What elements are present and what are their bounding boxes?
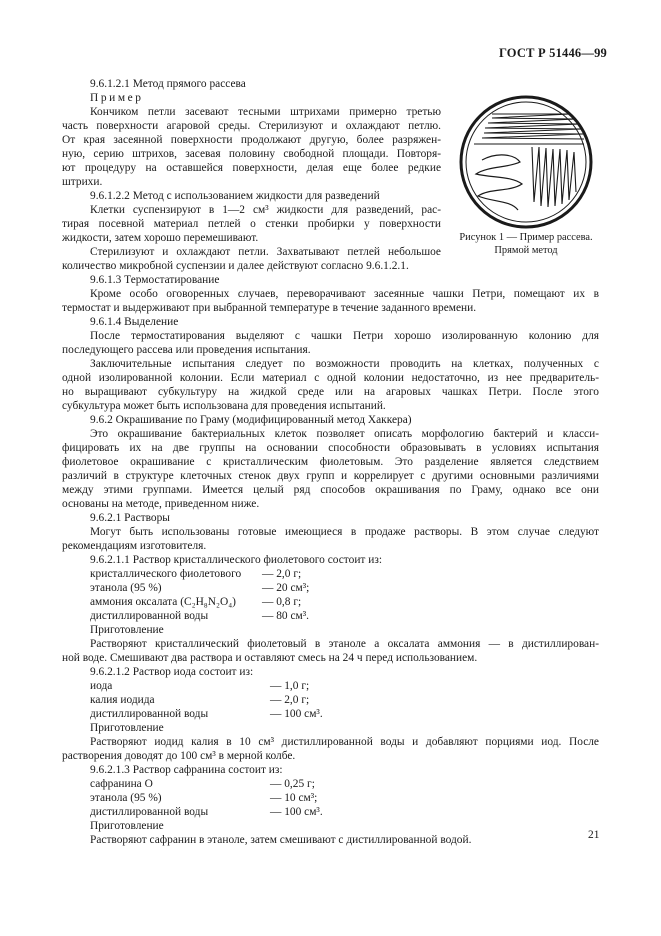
violet-amount-0: — 2,0 г; [262, 568, 302, 580]
paragraph-line: Могут быть использованы готовые имеющиеся в продаже растворы. В этом случае следуют [90, 526, 599, 538]
paragraph-line: одной изолированной колонии. Если материал с одной колонии недостаточно, из нее предваритель- [62, 372, 599, 384]
paragraph-line: термостат и выдерживают при выбранной температуре в течение заданного времени. [62, 302, 477, 314]
paragraph-line: основаны на методе, приведенном ниже. [62, 498, 260, 510]
subheading: Приготовление [90, 820, 164, 832]
violet-name-0: кристаллического фиолетового [90, 568, 242, 580]
document-code: ГОСТ Р 51446—99 [498, 46, 607, 60]
section-heading: 9.6.1.3 Термостатирование [90, 274, 220, 286]
paragraph-line: Растворяют кристаллический фиолетовый в этаноле а оксалата аммония — в дистиллирован- [90, 638, 599, 650]
paragraph-line: последующего рассева или проведения испытания. [62, 344, 311, 356]
section-heading: 9.6.1.4 Выделение [90, 316, 179, 328]
paragraph-line: между этими группами. Имеется целый ряд способов окрашивания по Граму, однако все они [62, 484, 599, 496]
petri-dish-illustration [452, 92, 600, 232]
safranin-name-1: этанола (95 %) [90, 792, 162, 804]
paragraph-line: количество микробной суспензии и далее действуют согласно 9.6.1.2.1. [62, 260, 409, 272]
paragraph-line: ют процедуру на оставшейся поверхности, делая еще более редкие [62, 162, 441, 174]
safranin-name-2: дистиллированной воды [90, 806, 209, 818]
paragraph-line: жидкости, затем хорошо перемешивают. [62, 232, 259, 244]
paragraph-line: Это окрашивание бактериальных клеток позволяет описать морфологию бактерий и класси- [90, 428, 599, 440]
paragraph-line: Клетки суспензируют в 1—2 см³ жидкости для разведений, рас- [90, 204, 441, 216]
safranin-amount-2: — 100 см³. [270, 806, 323, 818]
paragraph-line: тирая посевной материал петлей о стенки пробирки у поверхности [62, 218, 441, 230]
paragraph-line: фиолетовое окрашивание с кристаллическим фиолетовым. Это разделение является следствием [62, 456, 599, 468]
violet-name-3: дистиллированной воды [90, 610, 209, 622]
iodine-name-0: иода [90, 680, 113, 692]
paragraph-line: субкультура может быть использована для проведения испытаний. [62, 400, 386, 412]
paragraph-line: но выращивают субкультуру на жидкой среде или на агаровых чашках Петри. После этого [62, 386, 599, 398]
iodine-amount-1: — 2,0 г; [270, 694, 310, 706]
safranin-name-0: сафранина О [90, 778, 153, 790]
violet-amount-2: — 0,8 г; [262, 596, 302, 608]
figure-caption-line1: Рисунок 1 — Пример рассева. [459, 232, 593, 243]
iodine-amount-2: — 100 см³. [270, 708, 323, 720]
figure-caption [440, 232, 612, 257]
section-heading: 9.6.1.2.1 Метод прямого рассева [90, 78, 246, 90]
paragraph-line: Кроме особо оговоренных случаев, переворачивают засеянные чашки Петри, помещают их в [90, 288, 599, 300]
paragraph-line: Растворяют иодид калия в 10 см³ дистиллированной воды и добавляют порциями иод. После [90, 736, 599, 748]
paragraph-line: Растворяют сафранин в этаноле, затем смешивают с дистиллированной водой. [90, 834, 472, 846]
violet-name-2: аммония оксалата (C₂H₈N₂O₄) [90, 596, 236, 608]
paragraph-line: Кончиком петли засевают тесными штрихами примерно третью [90, 106, 441, 118]
paragraph-line: штрихи. [62, 176, 103, 188]
section-heading: 9.6.2.1.3 Раствор сафранина состоит из: [90, 764, 283, 776]
iodine-name-1: калия иодида [90, 694, 155, 706]
section-heading: 9.6.2.1.2 Раствор иода состоит из: [90, 666, 254, 678]
safranin-amount-0: — 0,25 г; [270, 778, 315, 790]
paragraph-line: растворения доводят до 100 см³ в мерной колбе. [62, 750, 296, 762]
paragraph-line: ную, серию штрихов, засевая половину свободной площади. Повторя- [62, 148, 441, 160]
violet-name-1: этанола (95 %) [90, 582, 162, 594]
section-heading: 9.6.2.1.1 Раствор кристаллического фиолетового состоит из: [90, 554, 383, 566]
paragraph-line: От края засеянной поверхности продолжают другую, более разряжен- [62, 134, 441, 146]
paragraph-line: фицировать их на две группы на основании способности образовывать в условиях испытания [62, 442, 599, 454]
paragraph-line: ной воде. Смешивают два раствора и оставляют смесь на 24 ч перед использованием. [62, 652, 478, 664]
paragraph-line: После термостатирования выделяют с чашки Петри хорошо изолированную колонию для [90, 330, 599, 342]
page-number: 21 [588, 829, 600, 841]
section-heading: 9.6.1.2.2 Метод с использованием жидкости для разведений [90, 190, 380, 202]
iodine-name-2: дистиллированной воды [90, 708, 209, 720]
violet-amount-3: — 80 см³. [262, 610, 310, 622]
example-label: Пример [90, 92, 144, 104]
subheading: Приготовление [90, 624, 164, 636]
figure-caption-line2: Прямой метод [494, 244, 558, 256]
iodine-amount-0: — 1,0 г; [270, 680, 310, 692]
safranin-amount-1: — 10 см³; [270, 792, 318, 804]
section-heading: 9.6.2.1 Растворы [90, 512, 170, 524]
paragraph-line: Заключительные испытания следует по возможности проводить на клетках, полученных с [90, 358, 599, 370]
paragraph-line: Стерилизуют и охлаждают петли. Захватывают петлей небольшое [90, 246, 441, 258]
subheading: Приготовление [90, 722, 164, 734]
section-heading: 9.6.2 Окрашивание по Граму (модифицированный метод Хаккера) [90, 414, 412, 426]
paragraph-line: рекомендациям изготовителя. [62, 540, 207, 552]
violet-amount-1: — 20 см³; [262, 582, 310, 594]
paragraph-line: различий в структуре клеточных стенок двух групп и коррелирует с другими основными различиями [62, 470, 599, 482]
petri-dish-figure [452, 92, 600, 232]
paragraph-line: часть поверхности агаровой среды. Стерилизуют и охлаждают петлю. [62, 120, 441, 132]
